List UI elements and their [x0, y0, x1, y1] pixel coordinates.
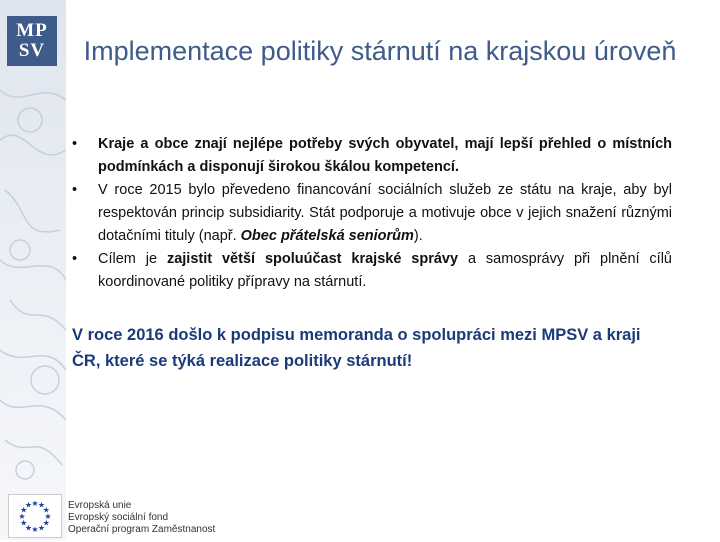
eu-star: ★: [18, 512, 26, 521]
bullet-item: [72, 133, 672, 179]
eu-star: ★: [20, 518, 28, 528]
bullet-text: a samosprávy při plnění cílů koordinované politiky přípravy na stárnutí.: [98, 251, 673, 290]
bullet-item: [72, 248, 672, 294]
eu-star: ★: [24, 500, 33, 510]
eu-star: ★: [37, 500, 46, 510]
footer-line-2: Evropský sociální fond: [68, 512, 169, 523]
bullet-list: [72, 133, 672, 294]
bullet-marker: •: [72, 136, 78, 152]
footer-line-1: Evropská unie: [68, 500, 132, 511]
eu-flag-icon: [8, 494, 62, 538]
footer-line-3: Operační program Zaměstnanost: [68, 524, 216, 535]
slide-title: Implementace politiky stárnutí na krajskou úroveň: [83, 36, 677, 66]
bullet-text: zajistit větší spoluúčast krajské správy: [166, 251, 459, 267]
mpsv-logo: [7, 16, 57, 66]
sidebar-pattern: [0, 0, 66, 540]
logo-line-2: SV: [18, 40, 46, 61]
eu-star: ★: [44, 512, 52, 521]
bullet-item: [72, 179, 672, 248]
bullet-marker: •: [72, 182, 78, 198]
bullet-text: Cílem je: [98, 251, 167, 267]
eu-star: ★: [31, 499, 39, 508]
eu-star: ★: [37, 523, 46, 533]
eu-star: ★: [24, 523, 33, 533]
logo-line-1: MP: [16, 20, 48, 41]
footer-text: [68, 500, 215, 536]
eu-star: ★: [42, 505, 50, 515]
eu-star: ★: [20, 505, 28, 515]
bullet-text: V roce 2015 bylo převedeno financování sociálních služeb ze státu na kraje, aby byl respektován princip subsidiarity. Stát podporuje a motivuje obce v jejich snažení různými dotačními tituly (např.: [98, 182, 672, 244]
bullet-text: ).: [413, 228, 423, 244]
conclusion-text: V roce 2016 došlo k podpisu memoranda o spolupráci mezi MPSV a kraji ČR, které se týká realizace politiky stárnutí!: [72, 326, 641, 370]
eu-star: ★: [42, 518, 50, 528]
eu-star: ★: [31, 525, 39, 534]
bullet-text: Kraje a obce znají nejlépe potřeby svých obyvatel, mají lepší přehled o místních podmínkách a disponují širokou škálou kompetencí.: [98, 136, 672, 175]
bullet-text: Obec přátelská seniorům: [240, 228, 414, 244]
bullet-marker: •: [72, 251, 78, 267]
sidebar-decoration: [0, 0, 66, 540]
